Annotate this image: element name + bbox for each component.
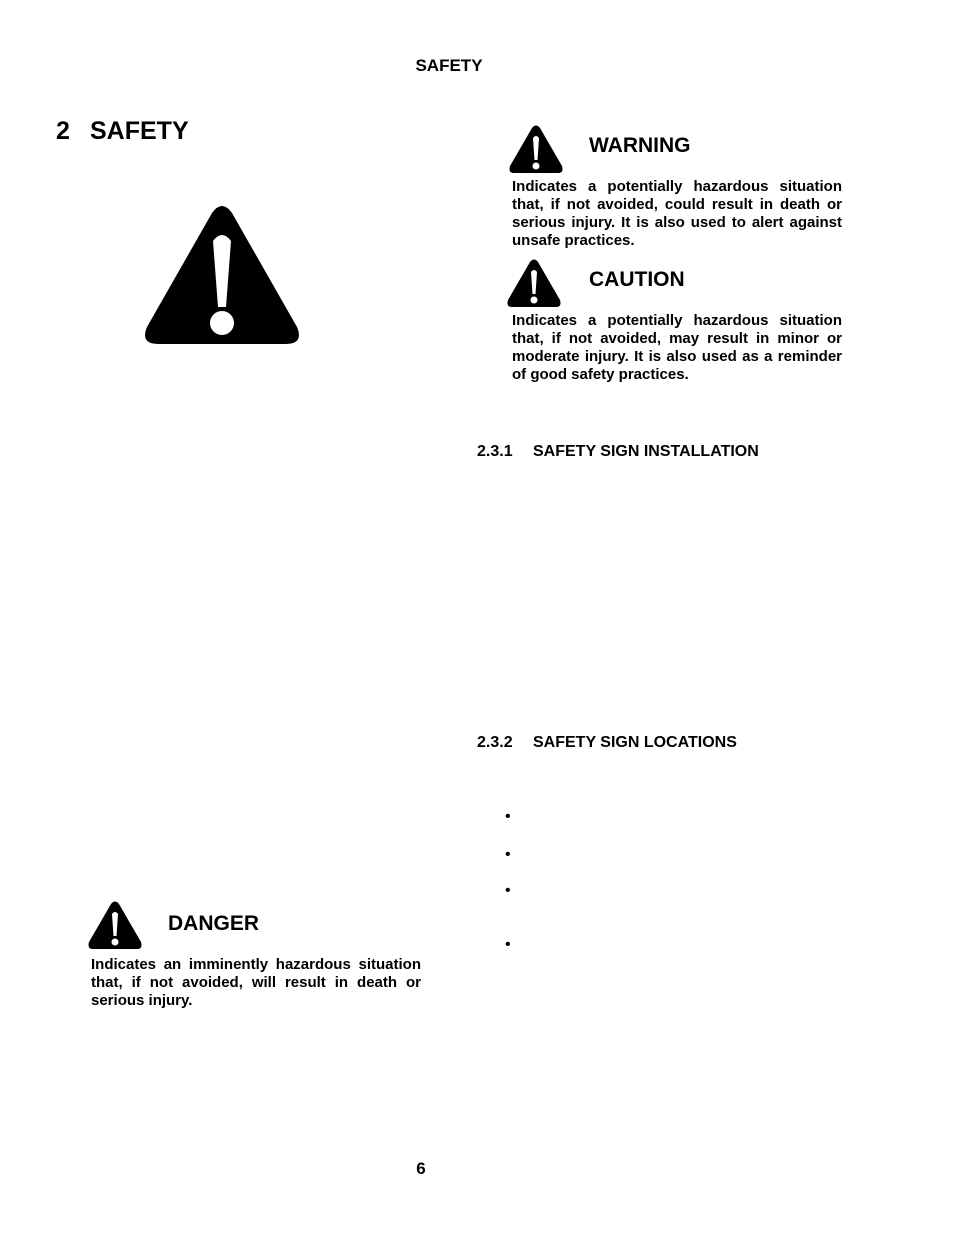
section-title bbox=[56, 117, 189, 146]
section-number: 2 bbox=[56, 117, 70, 145]
warning-label: WARNING bbox=[589, 134, 691, 157]
subsection-title: SAFETY SIGN LOCATIONS bbox=[533, 734, 737, 751]
list-bullet: • bbox=[505, 846, 511, 863]
subsection-heading bbox=[477, 443, 759, 461]
page-number: 6 bbox=[416, 1159, 426, 1178]
running-header: SAFETY bbox=[415, 56, 483, 75]
safety-alert-triangle-icon bbox=[142, 203, 302, 346]
warning-alert-icon bbox=[508, 124, 564, 174]
caution-label: CAUTION bbox=[589, 268, 685, 291]
list-bullet: • bbox=[505, 808, 511, 825]
subsection-number: 2.3.2 bbox=[477, 734, 513, 751]
danger-alert-icon bbox=[87, 900, 143, 950]
section-title-text: SAFETY bbox=[90, 117, 189, 145]
subsection-title: SAFETY SIGN INSTALLATION bbox=[533, 443, 759, 460]
danger-label: DANGER bbox=[168, 912, 260, 935]
subsection-number: 2.3.1 bbox=[477, 443, 513, 460]
caution-text: Indicates a potentially hazardous situation that, if not avoided, may result in minor or moderate injury. It is also used as a reminder of good safety practices. bbox=[512, 312, 842, 383]
list-bullet: • bbox=[505, 882, 511, 899]
danger-text: Indicates an imminently hazardous situation that, if not avoided, will result in death or serious injury. bbox=[91, 956, 421, 1009]
subsection-heading bbox=[477, 734, 737, 752]
list-bullet: • bbox=[505, 936, 511, 953]
warning-text: Indicates a potentially hazardous situation that, if not avoided, could result in death or serious injury. It is also used to alert against unsafe practices. bbox=[512, 178, 842, 249]
caution-alert-icon bbox=[506, 258, 562, 308]
